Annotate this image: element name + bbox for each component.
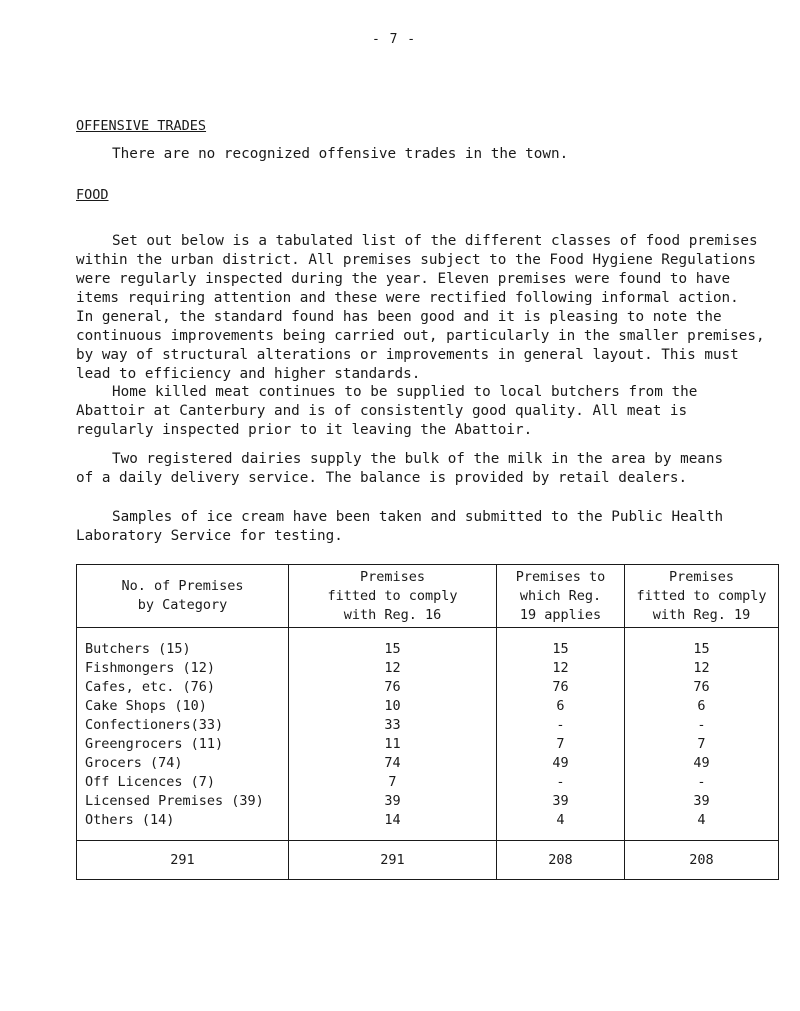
paragraph-line: Home killed meat continues to be supplied to local butchers from the [112, 384, 698, 400]
row-value-c1: 74 [289, 754, 497, 773]
page-number: - 7 - [372, 32, 417, 47]
header-line: No. of Premises [121, 578, 244, 594]
paragraph-line: In general, the standard found has been good and it is pleasing to note the [76, 309, 722, 325]
header-line: by Category [137, 597, 228, 613]
header-line: with Reg. 16 [343, 606, 442, 623]
row-value-c1: 76 [289, 678, 497, 697]
row-category: Butchers (15) [77, 628, 289, 660]
header-line: 19 applies [519, 606, 602, 623]
row-value-c3: 15 [625, 628, 779, 660]
row-value-c3: 4 [625, 811, 779, 841]
header-line: fitted to comply [636, 587, 767, 604]
paragraph-line: Laboratory Service for testing. [76, 528, 343, 544]
row-value-c1: 39 [289, 792, 497, 811]
header-reg16 [289, 565, 497, 628]
row-value-c1: 14 [289, 811, 497, 841]
row-value-c1: 7 [289, 773, 497, 792]
header-line: fitted to comply [327, 587, 458, 604]
paragraph-line: regularly inspected prior to it leaving the Abattoir. [76, 422, 533, 438]
row-value-c1: 12 [289, 659, 497, 678]
row-value-c3: - [625, 773, 779, 792]
row-category: Greengrocers (11) [77, 735, 289, 754]
header-line: Premises [668, 568, 735, 585]
table-row [77, 716, 779, 735]
header-line: with Reg. 19 [652, 606, 751, 623]
food-premises-table [76, 564, 779, 880]
row-value-c2: 49 [497, 754, 625, 773]
row-value-c2: 7 [497, 735, 625, 754]
row-category: Grocers (74) [77, 754, 289, 773]
row-value-c2: 4 [497, 811, 625, 841]
paragraph-line: Set out below is a tabulated list of the different classes of food premises [112, 233, 758, 249]
offensive-trades-heading: OFFENSIVE TRADES [76, 118, 207, 134]
total-reg19-applies: 208 [497, 841, 625, 880]
row-value-c1: 10 [289, 697, 497, 716]
offensive-trades-text: There are no recognized offensive trades in the town. [112, 146, 569, 162]
row-value-c3: 7 [625, 735, 779, 754]
table-header-row [77, 565, 779, 628]
table-row [77, 659, 779, 678]
header-reg19-applies [497, 565, 625, 628]
table-row [77, 792, 779, 811]
paragraph-line: Abattoir at Canterbury and is of consistently good quality. All meat is [76, 403, 688, 419]
row-value-c2: 76 [497, 678, 625, 697]
row-value-c3: - [625, 716, 779, 735]
row-value-c3: 12 [625, 659, 779, 678]
row-category: Off Licences (7) [77, 773, 289, 792]
paragraph-line: were regularly inspected during the year. Eleven premises were found to have [76, 271, 731, 287]
row-value-c3: 49 [625, 754, 779, 773]
paragraph-line: Samples of ice cream have been taken and submitted to the Public Health [112, 509, 724, 525]
row-category: Cake Shops (10) [77, 697, 289, 716]
row-value-c2: - [497, 716, 625, 735]
row-value-c3: 76 [625, 678, 779, 697]
row-category: Cafes, etc. (76) [77, 678, 289, 697]
row-value-c2: 6 [497, 697, 625, 716]
header-category [77, 565, 289, 628]
row-value-c2: 12 [497, 659, 625, 678]
table-row [77, 697, 779, 716]
total-category: 291 [77, 841, 289, 880]
paragraph-line: lead to efficiency and higher standards. [76, 366, 421, 382]
header-line: Premises to [515, 568, 606, 585]
row-value-c2: - [497, 773, 625, 792]
total-reg19-comply: 208 [625, 841, 779, 880]
table-row [77, 811, 779, 841]
header-reg19-comply [625, 565, 779, 628]
table-totals-row [77, 841, 779, 880]
table-row [77, 628, 779, 660]
paragraph-line: of a daily delivery service. The balance is provided by retail dealers. [76, 470, 688, 486]
row-category: Licensed Premises (39) [77, 792, 289, 811]
row-value-c1: 33 [289, 716, 497, 735]
food-paragraph-premises [76, 232, 796, 384]
table-row [77, 735, 779, 754]
food-heading: FOOD [76, 187, 109, 203]
row-category: Others (14) [77, 811, 289, 841]
food-paragraph-ice-cream [76, 508, 796, 546]
header-line: Premises [359, 568, 426, 585]
total-reg16: 291 [289, 841, 497, 880]
row-value-c2: 15 [497, 628, 625, 660]
row-value-c3: 6 [625, 697, 779, 716]
paragraph-line: within the urban district. All premises subject to the Food Hygiene Regulations [76, 252, 756, 268]
header-line: which Reg. [519, 587, 602, 604]
row-category: Fishmongers (12) [77, 659, 289, 678]
row-category: Confectioners(33) [77, 716, 289, 735]
food-paragraph-dairies [76, 450, 796, 488]
paragraph-line: Two registered dairies supply the bulk of the milk in the area by means [112, 451, 724, 467]
paragraph-line: items requiring attention and these were rectified following informal action. [76, 290, 739, 306]
table-row [77, 773, 779, 792]
row-value-c2: 39 [497, 792, 625, 811]
table-row [77, 754, 779, 773]
row-value-c1: 11 [289, 735, 497, 754]
row-value-c1: 15 [289, 628, 497, 660]
row-value-c3: 39 [625, 792, 779, 811]
paragraph-line: by way of structural alterations or improvements in general layout. This must [76, 347, 739, 363]
table-row [77, 678, 779, 697]
food-paragraph-meat [76, 383, 796, 440]
paragraph-line: continuous improvements being carried out, particularly in the smaller premises, [76, 328, 765, 344]
